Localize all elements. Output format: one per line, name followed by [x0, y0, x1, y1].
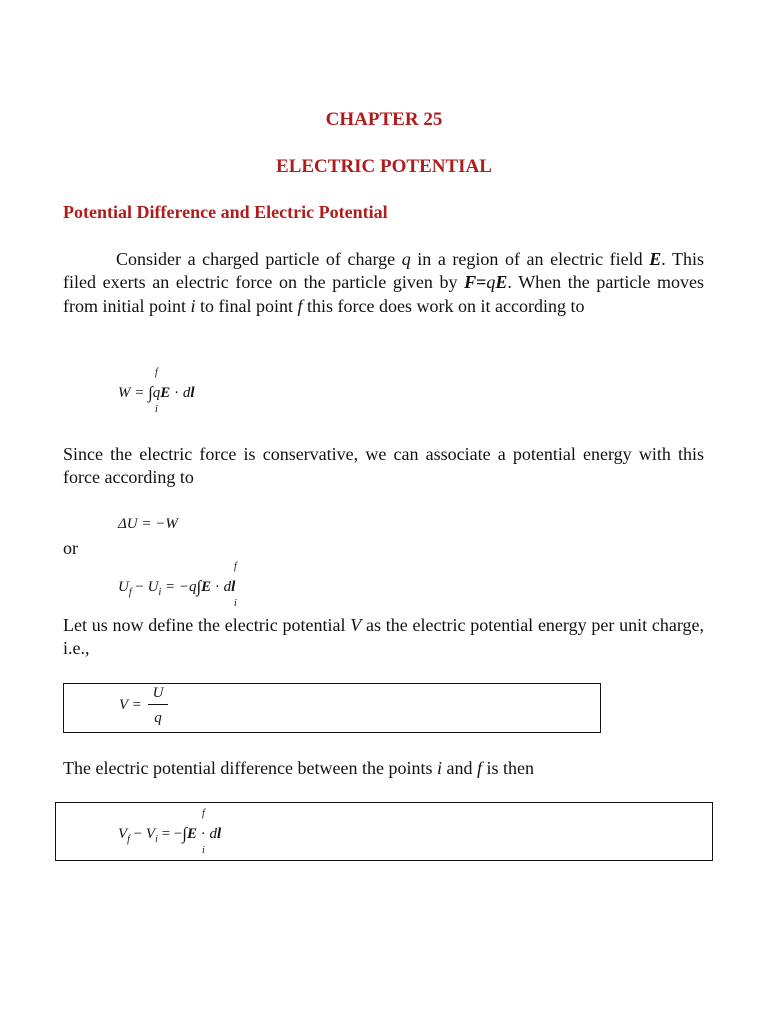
equation-box-potential: V = U q — [63, 683, 601, 733]
document-page: CHAPTER 25 ELECTRIC POTENTIAL Potential Difference and Electric Potential Consider a charged particle of charge q in a region of an electric field E. This filed exerts an electric force on the particle given by F=qE. When the particle moves from initial point i to final point f this force does work on it according to f W = ∫qE · dl i Since the electric force is conservative, we can associate a potential energy with this force according to ΔU = −W or f $U_f - U_i = -q\int E$ · dl i Let us now define the electric potential V as the electric potential energy per unit charge, i.e., V = U q The electric potential difference between the points i and f is then f $V_f - V_i = -\int E$ · dl i — [0, 0, 768, 1024]
section-heading: Potential Difference and Electric Potential — [63, 202, 388, 222]
paragraph-conservative: Since the electric force is conservative, we can associate a potential energy with this force according to — [63, 444, 704, 488]
paragraph-define-potential: Let us now define the electric potential V as the electric potential energy per unit charge, i.e., — [63, 615, 704, 659]
chapter-subtitle: ELECTRIC POTENTIAL — [276, 156, 492, 177]
paragraph-intro: Consider a charged particle of charge q in a region of an electric field E. This filed exerts an electric force on the particle given by F=qE. When the particle moves from initial point i to final point f this force does work on it according to — [63, 249, 704, 316]
paragraph-potential-difference: The electric potential difference between the points i and f is then — [63, 758, 535, 778]
chapter-title: CHAPTER 25 — [325, 109, 443, 130]
equation-box-potential-difference: f $V_f - V_i = -\int E$ · dl i — [55, 802, 713, 861]
text-or: or — [63, 538, 78, 558]
equation-delta-u: ΔU = −W — [118, 516, 178, 532]
